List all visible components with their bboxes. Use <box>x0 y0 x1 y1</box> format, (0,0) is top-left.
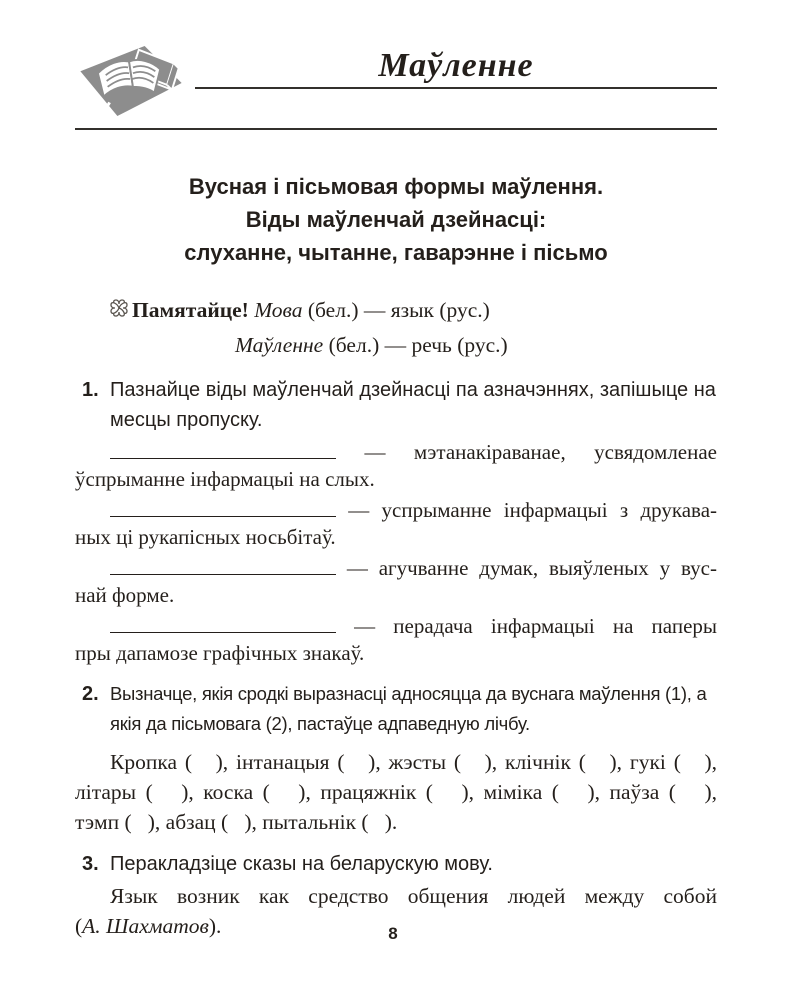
paren-close: ). <box>208 914 222 938</box>
exercise-2 <box>75 679 717 739</box>
fill-line <box>75 497 717 524</box>
reminder-block <box>75 293 717 363</box>
fill-item-1 <box>75 439 717 493</box>
exercise-2-number: 2. <box>82 683 99 705</box>
fill-item-4 <box>75 613 717 667</box>
reminder-text-1: (бел.) — язык (рус.) <box>302 298 490 322</box>
fill-text: — мэтанакіраванае, усвядомленае <box>364 440 717 464</box>
blank-line <box>110 617 336 633</box>
open-books-icon <box>75 44 187 118</box>
exercise-1-number: 1. <box>82 379 99 401</box>
fill-text: — успрыманне інфармацыі з друкава- <box>348 498 718 522</box>
exercise-3 <box>75 849 717 879</box>
word-list-line: тэмп ( ), абзац ( ), пытальнік ( ). <box>75 810 398 834</box>
word-list-line: Кропка ( ), інтанацыя ( ), жэсты ( ), клічнік ( ), гукі ( ), <box>110 750 717 774</box>
section-heading-line3: слуханне, чытанне, гаварэнне і пісьмо <box>184 240 608 265</box>
exercise-1-prompt: Пазнайце віды маўленчай дзейнасці па азначэннях, запішыце на месцы пропуску. <box>110 379 716 431</box>
chapter-header <box>75 40 717 132</box>
fill-text: ных ці рукапісных носьбітаў. <box>75 525 336 549</box>
reminder-term-2: Маўленне <box>235 333 324 357</box>
fill-item-3 <box>75 555 717 609</box>
fill-item-2 <box>75 497 717 551</box>
fill-text: ўспрыманне інфармацыі на слых. <box>75 467 375 491</box>
blank-line <box>110 443 336 459</box>
author-name: А. Шахматов <box>82 914 209 938</box>
reminder-term-1: Мова <box>254 298 303 322</box>
section-heading-line1: Вусная і пісьмовая формы маўлення. <box>188 174 604 199</box>
fill-text: — перадача інфармацыі на паперы <box>354 614 717 638</box>
reminder-label: Памятайце! <box>132 298 249 322</box>
blank-line <box>110 501 336 517</box>
clover-icon <box>107 296 131 320</box>
exercise-3-prompt: Перакладзіце сказы на беларускую мову. <box>110 853 493 875</box>
reminder-row <box>75 328 717 363</box>
fill-line <box>75 439 717 466</box>
fill-text: — агучванне думак, выяўленых у вус- <box>346 556 717 580</box>
section-heading <box>75 170 717 269</box>
paren-open: ( <box>75 914 83 938</box>
fill-line <box>75 555 717 582</box>
fill-text: пры дапамозе графічных знакаў. <box>75 641 365 665</box>
header-rule <box>75 128 717 130</box>
page-number: 8 <box>388 924 398 943</box>
reminder-text-2: (бел.) — речь (рус.) <box>323 333 508 357</box>
reminder-row <box>75 293 717 328</box>
title-underline-rule <box>195 40 717 89</box>
blank-line <box>110 559 336 575</box>
word-list-line: літары ( ), коска ( ), працяжнік ( ), міміка ( ), паўза ( ), <box>75 780 717 804</box>
page-title: Маўленне <box>378 47 534 84</box>
exercise-2-prompt: Вызначце, якія сродкі выразнасці адносяцца да вуснага маўлення (1), а якія да пісьмовага (2), пастаўце адпаведную лічбу. <box>110 683 707 734</box>
page-content <box>75 40 717 941</box>
section-heading-line2: Віды маўленчай дзейнасці: <box>245 207 547 232</box>
fill-line <box>75 613 717 640</box>
exercise-3-number: 3. <box>82 853 99 875</box>
word-list <box>75 747 717 837</box>
sentence-line: Язык возник как средство общения людей между собой <box>110 884 717 908</box>
exercise-1 <box>75 375 717 435</box>
fill-text: най форме. <box>75 583 175 607</box>
